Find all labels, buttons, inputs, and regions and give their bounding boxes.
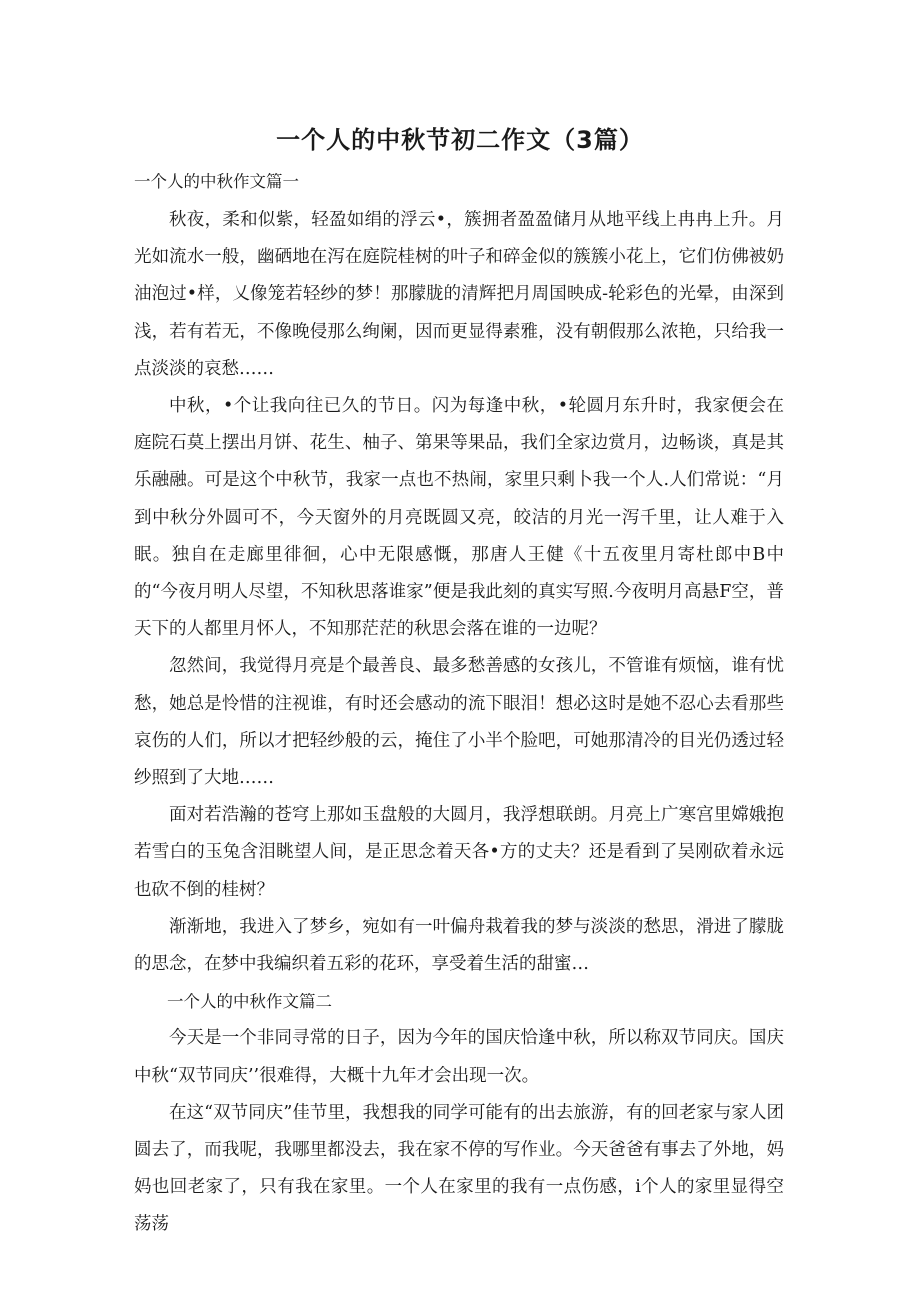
section-heading: 一个人的中秋作文篇二 [167, 992, 332, 1012]
paragraph: 今天是一个非同寻常的日子，因为今年的国庆恰逢中秋，所以称双节同庆。国庆中秋“双节同庆’’很难得，大概十九年才会出现一次。 [134, 1028, 784, 1086]
paragraph: 渐渐地，我进入了梦乡，宛如有一叶偏舟栽着我的梦与淡淡的愁思，滑进了朦胧的思念，在梦中我编织着五彩的花环，享受着生活的甜蜜… [134, 916, 784, 975]
document-title: 一个人的中秋节初二作文（3篇） [276, 126, 644, 154]
paragraph: 面对若浩瀚的苍穹上那如玉盘般的大圆月，我浮想联朗。月亮上广寒宫里嫦娥抱若雪白的玉兔含泪眺望人间，是正思念着天各•方的丈夫？还是看到了吴刚砍着永远也砍不倒的桂树？ [134, 805, 784, 900]
paragraph: 忽然间，我觉得月亮是个最善良、最多愁善感的女孩儿，不管谁有烦恼，谁有忧愁，她总是怜惜的注视谁，有时还会感动的流下眼泪！想必这时是她不忍心去看那些哀伤的人们，所以才把轻纱般的云，掩住了小半个脸吧，可她那清冷的目光仍透过轻纱照到了大地…… [134, 656, 784, 789]
paragraph: 在这“双节同庆”佳节里，我想我的同学可能有的出去旅游，有的回老家与家人团圆去了，而我呢，我哪里都没去，我在家不停的写作业。今天爸爸有事去了外地，妈妈也回老家了，只有我在家里。一个人在家里的我有一点伤感，i个人的家里显得空荡荡 [134, 1102, 784, 1235]
section-heading: 一个人的中秋作文篇一 [134, 172, 299, 191]
paragraph: 秋夜，柔和似紫，轻盈如绢的浮云•，簇拥者盈盈储月从地平线上冉冉上升。月光如流水一般，幽硒地在泻在庭院桂树的叶子和碎金似的簇簇小花上，它们仿佛被奶油泡过•样，乂像笼若轻纱的梦！那朦胧的清辉把月周国映成-轮彩色的光晕，由深到浅，若有若无，不像晚侵那么绚阑，因而更显得素雅，没有朝假那么浓艳，只给我一点淡淡的哀愁…… [134, 210, 784, 379]
document-body [134, 202, 784, 1244]
paragraph: 中秋，•个让我向往已久的节日。闪为每逢中秋，•轮圆月东升时，我家便会在庭院石莫上摆出月饼、花生、柚子、第果等果品，我们全家边赏月，边畅谈，真是其乐融融。可是这个中秋节，我家一点也不热闹，家里只剩卜我一个人.人们常说：“月到中秋分外圆可不，今天窗外的月亮既圆又亮，皎洁的月光一泻千里，让人难于入眠。独自在走廊里徘徊，心中无限感慨，那唐人王健《十五夜里月寄杜郎中B中的“今夜月明人尽望，不知秋思落谁家”便是我此刻的真实写照.今夜明月高悬F空，普天下的人都里月怀人，不知那茫茫的秋思会落在谁的一边呢？ [134, 396, 784, 640]
